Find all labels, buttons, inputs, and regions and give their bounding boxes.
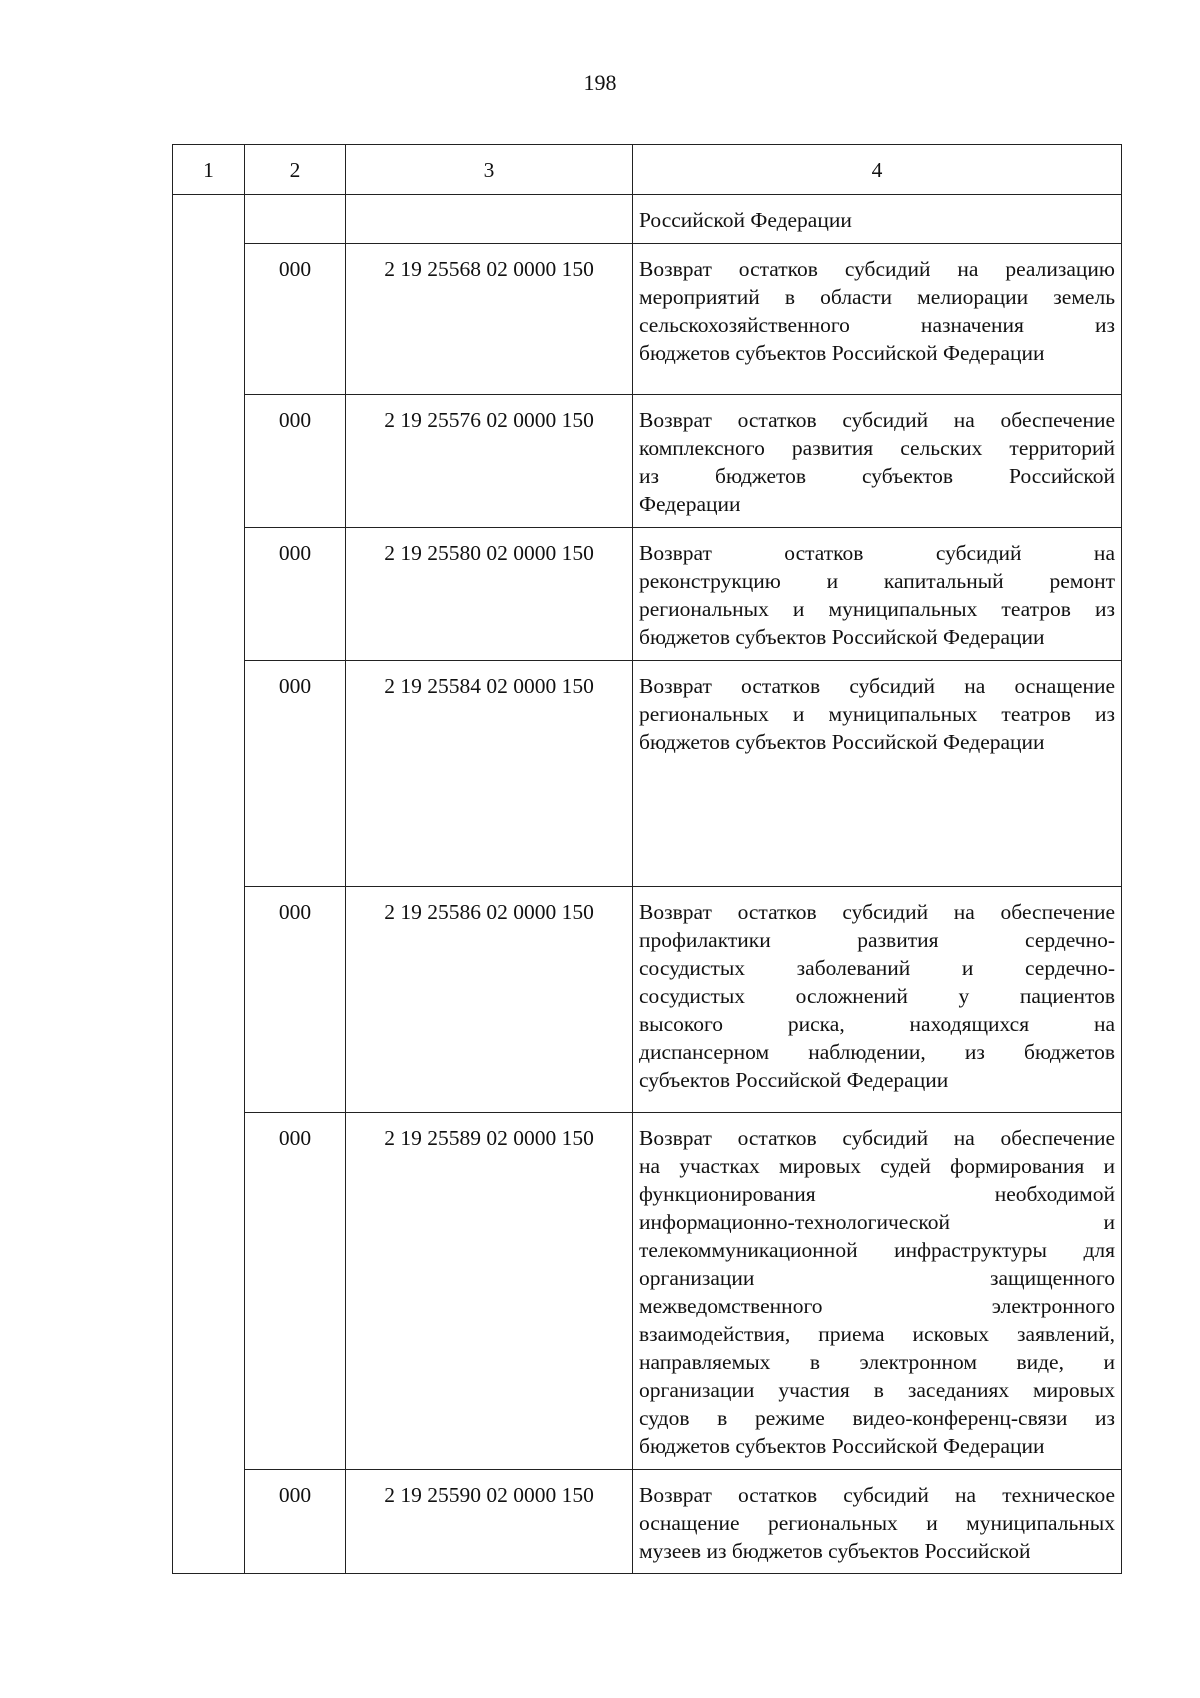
description-line: межведомственного электронного [639,1294,1115,1318]
description-line: оснащение региональных и муниципальных [639,1511,1115,1535]
description-line: организации участия в заседаниях мировых [639,1378,1115,1402]
description-line: музеев из бюджетов субъектов Российской [639,1539,1031,1563]
cell-budget-code: 2 19 25580 02 0000 150 [346,528,633,661]
cell-description [633,887,1122,1113]
cell-col-1 [173,1470,245,1574]
description-line: Возврат остатков субсидий на обеспечение [639,1126,1115,1150]
cell-budget-code [346,195,633,244]
description-line: судов в режиме видео-конференц-связи из [639,1406,1115,1430]
cell-col-1 [173,1113,245,1470]
table-row [173,661,1122,887]
cell-budget-code: 2 19 25589 02 0000 150 [346,1113,633,1470]
cell-col-1 [173,195,245,244]
description-line: региональных и муниципальных театров из [639,597,1115,621]
description-line: бюджетов субъектов Российской Федерации [639,341,1045,365]
description-line: бюджетов субъектов Российской Федерации [639,730,1045,754]
description-line: Возврат остатков субсидий на реализацию [639,257,1115,281]
description-line: информационно-технологической и [639,1210,1115,1234]
cell-budget-code: 2 19 25576 02 0000 150 [346,395,633,528]
cell-col-1 [173,887,245,1113]
description-line: сельскохозяйственного назначения из [639,313,1115,337]
description-line: организации защищенного [639,1266,1115,1290]
description-line: субъектов Российской Федерации [639,1068,949,1092]
cell-col-1 [173,661,245,887]
cell-admin-code: 000 [245,1113,346,1470]
header-col-2: 2 [245,145,346,195]
cell-admin-code [245,195,346,244]
description-line: на участках мировых судей формирования и [639,1154,1115,1178]
description-line: диспансерном наблюдении, из бюджетов [639,1040,1115,1064]
description-line: направляемых в электронном виде, и [639,1350,1115,1374]
description-line: телекоммуникационной инфраструктуры для [639,1238,1115,1262]
cell-description [633,1113,1122,1470]
description-line: бюджетов субъектов Российской Федерации [639,625,1045,649]
description-line: мероприятий в области мелиорации земель [639,285,1115,309]
table-row [173,1470,1122,1574]
description-line: бюджетов субъектов Российской Федерации [639,1434,1045,1458]
description-line: сосудистых осложнений у пациентов [639,984,1115,1008]
header-col-1: 1 [173,145,245,195]
description-line: Возврат остатков субсидий на техническое [639,1483,1115,1507]
cell-budget-code: 2 19 25590 02 0000 150 [346,1470,633,1574]
page-number: 198 [583,70,617,95]
description-line: из бюджетов субъектов Российской [639,464,1115,488]
table-header-row [173,145,1122,195]
cell-col-1 [173,395,245,528]
cell-budget-code: 2 19 25584 02 0000 150 [346,661,633,887]
cell-description [633,395,1122,528]
cell-description [633,1470,1122,1574]
table-row [173,395,1122,528]
description-line: функционирования необходимой [639,1182,1115,1206]
description-line: взаимодействия, приема исковых заявлений, [639,1322,1115,1346]
description-line: реконструкцию и капитальный ремонт [639,569,1115,593]
table-row [173,244,1122,395]
cell-admin-code: 000 [245,661,346,887]
cell-col-1 [173,528,245,661]
cell-col-1 [173,244,245,395]
cell-admin-code: 000 [245,395,346,528]
cell-budget-code: 2 19 25586 02 0000 150 [346,887,633,1113]
budget-codes-table [172,144,1122,1574]
cell-description [633,195,1122,244]
description-line: Возврат остатков субсидий на обеспечение [639,408,1115,432]
cell-budget-code: 2 19 25568 02 0000 150 [346,244,633,395]
description-line: Федерации [639,492,741,516]
description-line: Возврат остатков субсидий на оснащение [639,674,1115,698]
header-col-3: 3 [346,145,633,195]
cell-admin-code: 000 [245,244,346,395]
table-row [173,887,1122,1113]
cell-admin-code: 000 [245,1470,346,1574]
header-col-4: 4 [633,145,1122,195]
cell-description [633,244,1122,395]
description-line: региональных и муниципальных театров из [639,702,1115,726]
table-row [173,528,1122,661]
description-line: Российской Федерации [639,208,852,232]
cell-admin-code: 000 [245,887,346,1113]
cell-admin-code: 000 [245,528,346,661]
table-row [173,195,1122,244]
description-line: Возврат остатков субсидий на обеспечение [639,900,1115,924]
description-line: комплексного развития сельских территорий [639,436,1115,460]
table-row [173,1113,1122,1470]
table-body [173,195,1122,1574]
description-line: сосудистых заболеваний и сердечно- [639,956,1115,980]
description-line: Возврат остатков субсидий на [639,541,1115,565]
description-line: профилактики развития сердечно- [639,928,1115,952]
description-line: высокого риска, находящихся на [639,1012,1115,1036]
cell-description [633,528,1122,661]
cell-description [633,661,1122,887]
